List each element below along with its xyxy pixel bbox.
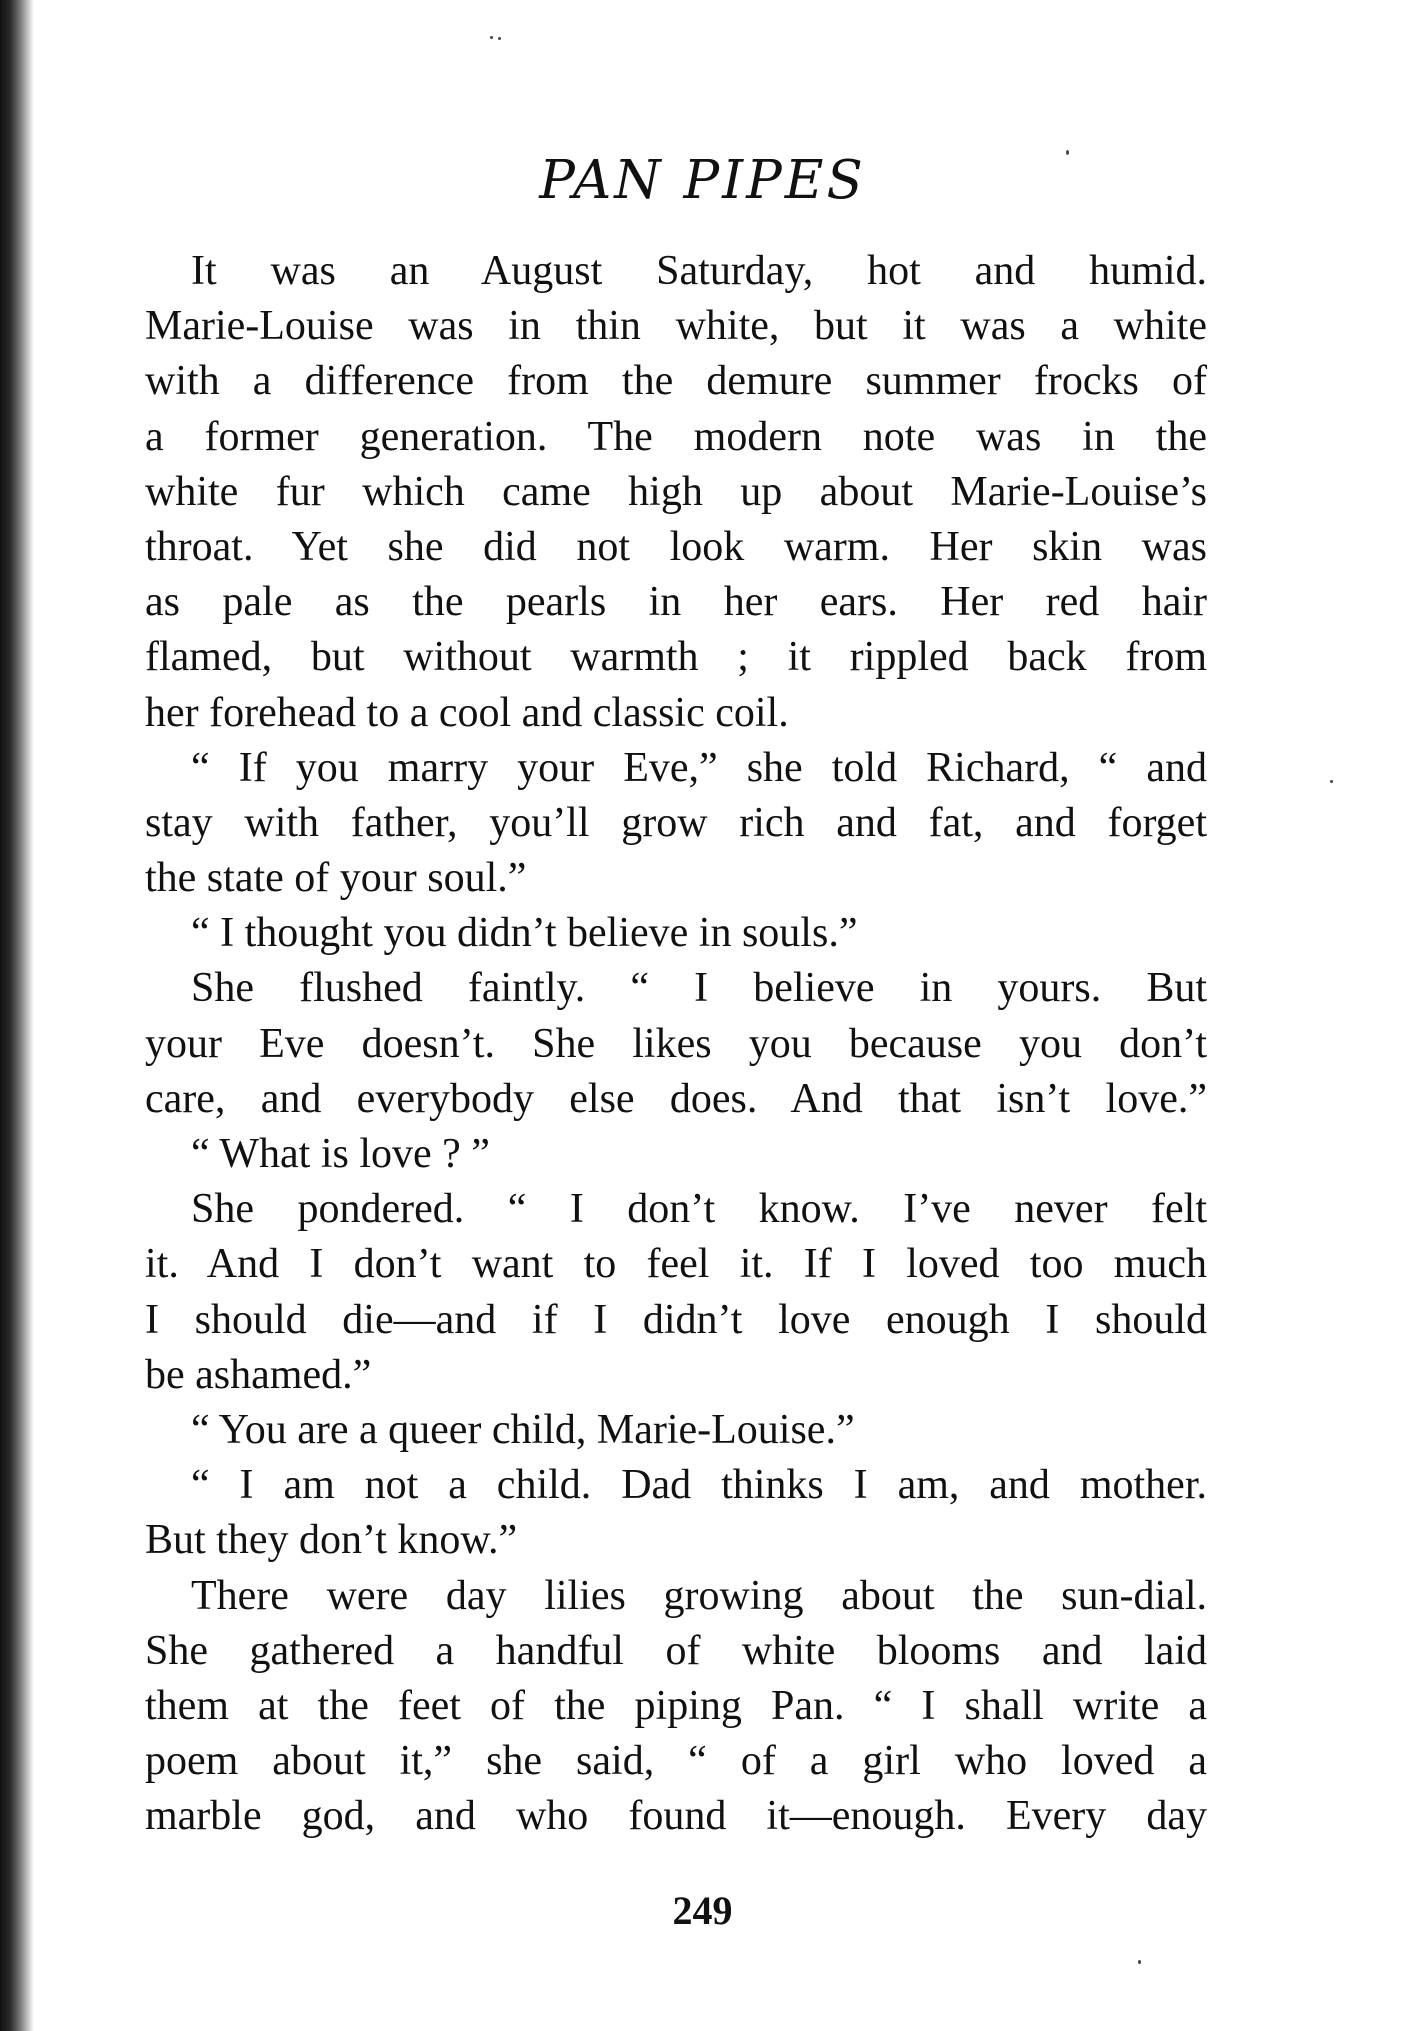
scan-speck [1330, 780, 1333, 783]
text-line: It was an August Saturday, hot and humid. [191, 248, 1207, 294]
text-line: be ashamed.” [145, 1351, 372, 1398]
text-line: “ If you marry your Eve,” she told Richard, “ and [191, 744, 1207, 791]
text-line: stay with father, you’ll grow rich and fat, and forget [145, 799, 1207, 846]
body-text [145, 244, 1207, 1844]
text-line: flamed, but without warmth ; it rippled back from [145, 634, 1207, 681]
text-line: it. And I don’t want to feel it. If I loved too much [145, 1241, 1207, 1288]
text-line: There were day lilies growing about the sun-dial. [191, 1572, 1207, 1619]
text-line: She pondered. “ I don’t know. I’ve never felt [191, 1186, 1207, 1233]
text-line: “ I am not a child. Dad thinks I am, and mother. [191, 1462, 1207, 1509]
text-line: care, and everybody else does. And that isn’t love.” [145, 1075, 1207, 1122]
text-line: as pale as the pearls in her ears. Her red hair [145, 579, 1207, 626]
text-line: “ I thought you didn’t believe in souls.” [191, 910, 858, 957]
text-line: She flushed faintly. “ I believe in yours. But [191, 965, 1207, 1012]
text-line: them at the feet of the piping Pan. “ I shall write a [145, 1682, 1207, 1729]
text-line: But they don’t know.” [145, 1517, 518, 1564]
running-head: PAN PIPES [539, 150, 866, 211]
text-line: marble god, and who found it—enough. Every day [145, 1793, 1207, 1840]
text-line: a former generation. The modern note was in the [145, 413, 1207, 460]
text-line: “ You are a queer child, Marie-Louise.” [191, 1406, 855, 1453]
scan-speck [1138, 1960, 1141, 1964]
text-line: “ What is love ? ” [191, 1131, 490, 1177]
text-line: white fur which came high up about Marie-Louise’s [145, 468, 1207, 515]
text-line: poem about it,” she said, “ of a girl who loved a [145, 1738, 1207, 1785]
text-line: I should die—and if I didn’t love enough I should [145, 1296, 1207, 1343]
scan-speck [498, 37, 501, 40]
page-gutter-shadow [0, 0, 34, 2031]
page-number: 249 [672, 1888, 733, 1933]
text-line: the state of your soul.” [145, 855, 527, 902]
text-line: throat. Yet she did not look warm. Her skin was [145, 523, 1207, 570]
text-line: her forehead to a cool and classic coil. [145, 689, 789, 736]
scan-speck [1066, 150, 1069, 155]
text-line: with a difference from the demure summer frocks of [145, 358, 1207, 405]
scan-speck [490, 36, 493, 39]
text-line: Marie-Louise was in thin white, but it was a white [145, 303, 1207, 350]
text-line: your Eve doesn’t. She likes you because you don’t [145, 1020, 1207, 1067]
text-line: She gathered a handful of white blooms and laid [145, 1627, 1207, 1674]
